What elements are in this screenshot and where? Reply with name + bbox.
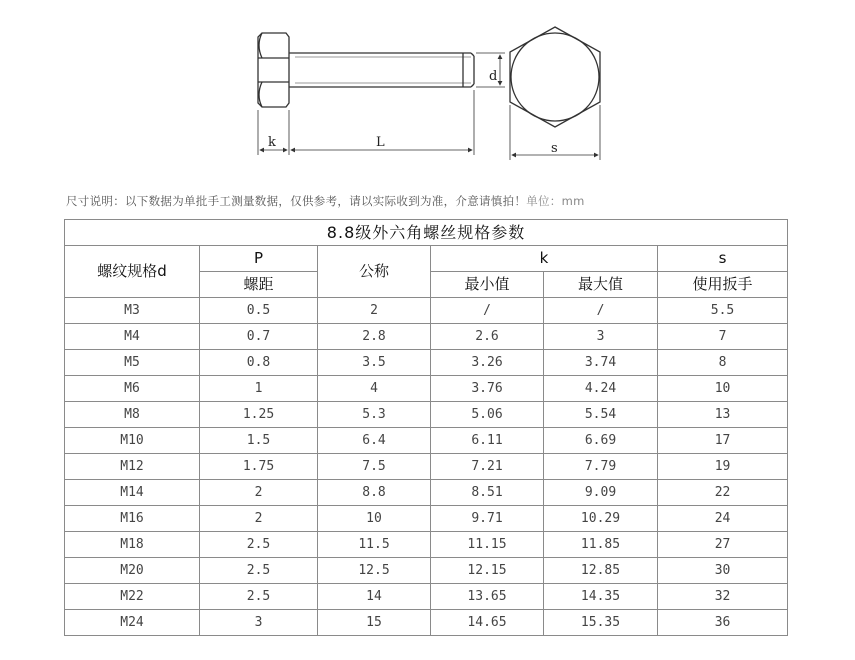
cell-wrench: 8 [658,350,788,376]
note-text: 尺寸说明：以下数据为单批手工测量数据，仅供参考，请以实际收到为准，介意请慎拍！ [66,194,527,208]
cell-k-max: 14.35 [544,584,658,610]
cell-k-max: 4.24 [544,376,658,402]
table-row [65,402,788,428]
header-p-sub: 螺距 [200,272,318,298]
cell-nominal: 8.8 [318,480,431,506]
header-spec: 螺纹规格d [65,246,200,298]
header-s: s [658,246,788,272]
cell-wrench: 36 [658,610,788,636]
cell-k-max: 12.85 [544,558,658,584]
table-title: 8.8级外六角螺丝规格参数 [65,220,788,246]
cell-nominal: 2.8 [318,324,431,350]
cell-spec: M20 [65,558,200,584]
cell-spec: M10 [65,428,200,454]
table-row [65,558,788,584]
cell-pitch: 2.5 [200,532,318,558]
cell-wrench: 17 [658,428,788,454]
cell-pitch: 2 [200,506,318,532]
bolt-drawing [0,0,855,180]
label-L: L [376,135,385,150]
cell-pitch: 3 [200,610,318,636]
cell-pitch: 1.25 [200,402,318,428]
cell-nominal: 10 [318,506,431,532]
cell-pitch: 0.8 [200,350,318,376]
cell-spec: M12 [65,454,200,480]
label-s: s [551,141,558,156]
cell-spec: M8 [65,402,200,428]
cell-k-min: 3.26 [431,350,544,376]
cell-pitch: 0.5 [200,298,318,324]
cell-spec: M16 [65,506,200,532]
cell-k-max: 9.09 [544,480,658,506]
table-row [65,428,788,454]
cell-wrench: 10 [658,376,788,402]
cell-pitch: 2 [200,480,318,506]
table-row [65,584,788,610]
cell-k-min: 11.15 [431,532,544,558]
cell-wrench: 22 [658,480,788,506]
cell-k-min: 3.76 [431,376,544,402]
cell-k-min: / [431,298,544,324]
cell-wrench: 27 [658,532,788,558]
bolt-end-view [510,27,600,127]
table-row [65,532,788,558]
dimension-note [66,193,585,209]
cell-k-min: 6.11 [431,428,544,454]
cell-k-max: 6.69 [544,428,658,454]
cell-nominal: 6.4 [318,428,431,454]
header-k-min: 最小值 [431,272,544,298]
cell-pitch: 1 [200,376,318,402]
cell-k-min: 12.15 [431,558,544,584]
header-nominal: 公称 [318,246,431,298]
cell-pitch: 0.7 [200,324,318,350]
cell-wrench: 5.5 [658,298,788,324]
cell-wrench: 24 [658,506,788,532]
cell-spec: M4 [65,324,200,350]
cell-k-min: 9.71 [431,506,544,532]
cell-nominal: 2 [318,298,431,324]
cell-nominal: 14 [318,584,431,610]
table-row [65,506,788,532]
cell-wrench: 7 [658,324,788,350]
cell-k-max: 3.74 [544,350,658,376]
cell-wrench: 32 [658,584,788,610]
cell-nominal: 7.5 [318,454,431,480]
cell-nominal: 3.5 [318,350,431,376]
cell-nominal: 15 [318,610,431,636]
table-row [65,350,788,376]
cell-spec: M3 [65,298,200,324]
cell-wrench: 30 [658,558,788,584]
cell-k-max: 5.54 [544,402,658,428]
table-row [65,610,788,636]
header-k: k [431,246,658,272]
cell-k-max: / [544,298,658,324]
cell-nominal: 4 [318,376,431,402]
cell-spec: M6 [65,376,200,402]
table-row [65,298,788,324]
cell-nominal: 12.5 [318,558,431,584]
cell-nominal: 5.3 [318,402,431,428]
cell-spec: M18 [65,532,200,558]
cell-spec: M24 [65,610,200,636]
cell-k-max: 11.85 [544,532,658,558]
label-d: d [489,69,498,84]
table-body [65,298,788,636]
bolt-side-view [258,33,474,107]
cell-k-min: 14.65 [431,610,544,636]
cell-k-min: 8.51 [431,480,544,506]
cell-k-min: 7.21 [431,454,544,480]
cell-spec: M14 [65,480,200,506]
table-row [65,454,788,480]
cell-spec: M22 [65,584,200,610]
cell-nominal: 11.5 [318,532,431,558]
table-row [65,324,788,350]
cell-pitch: 1.5 [200,428,318,454]
cell-k-min: 2.6 [431,324,544,350]
table-row [65,480,788,506]
cell-wrench: 13 [658,402,788,428]
cell-k-max: 15.35 [544,610,658,636]
cell-pitch: 2.5 [200,558,318,584]
spec-table [64,219,788,636]
cell-k-min: 5.06 [431,402,544,428]
header-p: P [200,246,318,272]
cell-k-max: 7.79 [544,454,658,480]
cell-pitch: 2.5 [200,584,318,610]
cell-wrench: 19 [658,454,788,480]
cell-k-max: 10.29 [544,506,658,532]
cell-k-max: 3 [544,324,658,350]
cell-spec: M5 [65,350,200,376]
header-k-max: 最大值 [544,272,658,298]
cell-k-min: 13.65 [431,584,544,610]
label-k: k [268,135,276,150]
header-s-sub: 使用扳手 [658,272,788,298]
table-row [65,376,788,402]
note-unit: 单位：mm [526,194,585,208]
cell-pitch: 1.75 [200,454,318,480]
